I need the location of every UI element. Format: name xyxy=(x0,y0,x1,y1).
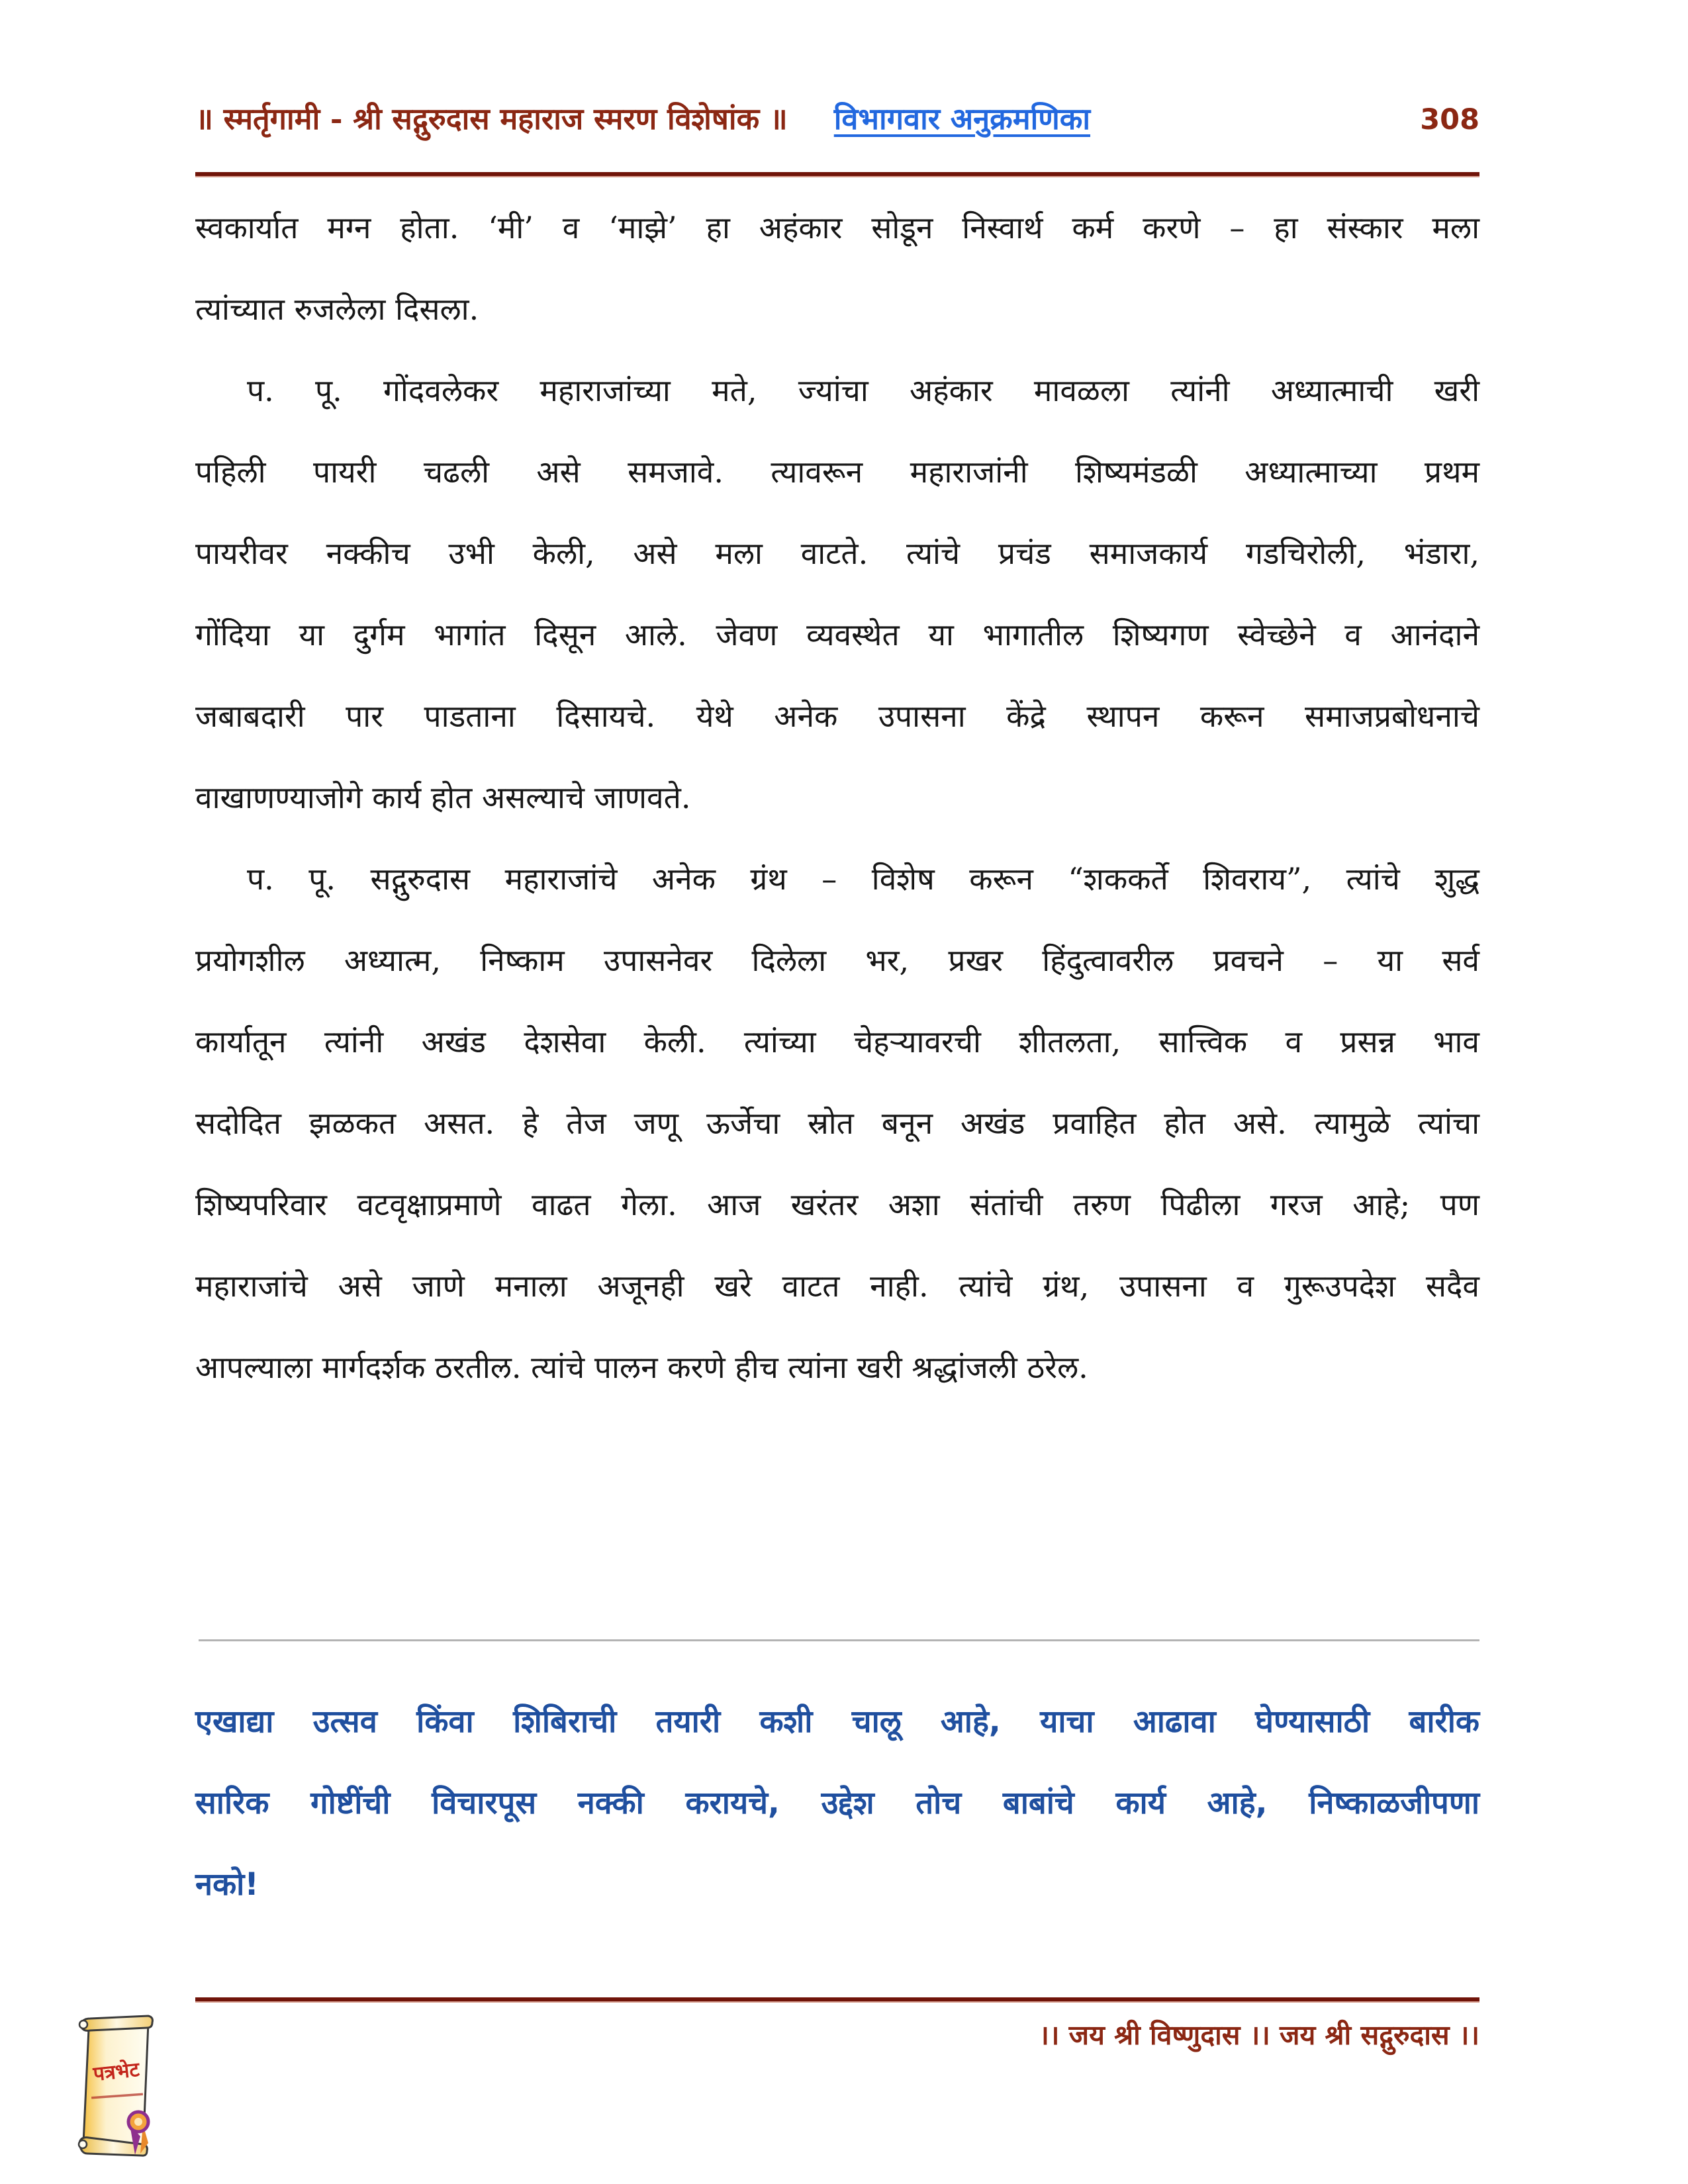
body-line: वाखाणण्याजोगे कार्य होत असल्याचे जाणवते. xyxy=(195,780,691,815)
patrabhet-logo xyxy=(74,2013,167,2167)
body-line: पहिली पायरी चढली असे समजावे. त्यावरून महाराजांनी शिष्यमंडळी अध्यात्माच्या प्रथम xyxy=(195,454,1479,490)
scroll-icon xyxy=(74,2013,167,2167)
body-line: गोंदिया या दुर्गम भागांत दिसून आले. जेवण व्यवस्थेत या भागातील शिष्यगण स्वेच्छेने व आनंदाने xyxy=(195,617,1479,653)
section-divider xyxy=(199,1639,1479,1641)
body-line: पायरीवर नक्कीच उभी केली, असे मला वाटते. त्यांचे प्रचंड समाजकार्य गडचिरोली, भंडारा, xyxy=(195,535,1479,571)
body-line: कार्यातून त्यांनी अखंड देशसेवा केली. त्यांच्या चेहऱ्यावरची शीतलता, सात्त्विक व प्रसन्न भाव xyxy=(195,1024,1479,1060)
page-header xyxy=(195,98,1479,138)
highlight-note xyxy=(195,1681,1479,1925)
body-line: प्रयोगशील अध्यात्म, निष्काम उपासनेवर दिलेला भर, प्रखर हिंदुत्वावरील प्रवचने – या सर्व xyxy=(195,942,1479,978)
body-line: स्वकार्यात मग्न होता. ‘मी’ व ‘माझे’ हा अहंकार सोडून निस्वार्थ कर्म करणे – हा संस्कार मला xyxy=(195,210,1479,246)
page-title: ॥ स्मर्तृगामी - श्री सद्गुरुदास महाराज स्मरण विशेषांक ॥ xyxy=(195,101,788,136)
logo-title: पत्रभेट xyxy=(92,2058,141,2086)
body-line: प. पू. गोंदवलेकर महाराजांच्या मते, ज्यांचा अहंकार मावळला त्यांनी अध्यात्माची खरी xyxy=(247,373,1479,408)
note-line: सारिक गोष्टींची विचारपूस नक्की करायचे, उद्देश तोच बाबांचे कार्य आहे, निष्काळजीपणा xyxy=(195,1785,1479,1821)
body-line: त्यांच्यात रुजलेला दिसला. xyxy=(195,291,479,327)
article-body xyxy=(195,187,1479,1408)
note-line: एखाद्या उत्सव किंवा शिबिराची तयारी कशी चालू आहे, याचा आढावा घेण्यासाठी बारीक xyxy=(195,1704,1479,1740)
body-line: शिष्यपरिवार वटवृक्षाप्रमाणे वाढत गेला. आज खरंतर अशा संतांची तरुण पिढीला गरज आहे; पण xyxy=(195,1187,1479,1222)
note-line: नको! xyxy=(195,1866,259,1903)
body-line: महाराजांचे असे जाणे मनाला अजूनही खरे वाटत नाही. त्यांचे ग्रंथ, उपासना व गुरूउपदेश सदैव xyxy=(195,1268,1479,1304)
footer-blessing: ।। जय श्री विष्णुदास ।। जय श्री सद्गुरुदास ।। xyxy=(1039,2019,1479,2051)
body-line: आपल्याला मार्गदर्शक ठरतील. त्यांचे पालन करणे हीच त्यांना खरी श्रद्धांजली ठरेल. xyxy=(195,1349,1088,1385)
page-number: 308 xyxy=(1420,103,1479,136)
toc-link[interactable]: विभागवार अनुक्रमणिका xyxy=(833,101,1091,136)
body-line: प. पू. सद्गुरुदास महाराजांचे अनेक ग्रंथ – विशेष करून “शककर्ते शिवराय”, त्यांचे शुद्ध xyxy=(247,861,1479,897)
header-divider xyxy=(195,172,1479,177)
body-line: सदोदित झळकत असत. हे तेज जणू ऊर्जेचा स्रोत बनून अखंड प्रवाहित होत असे. त्यामुळे त्यांचा xyxy=(195,1105,1479,1141)
footer-divider xyxy=(195,1997,1479,2003)
body-line: जबाबदारी पार पाडताना दिसायचे. येथे अनेक उपासना केंद्रे स्थापन करून समाजप्रबोधनाचे xyxy=(195,698,1479,734)
